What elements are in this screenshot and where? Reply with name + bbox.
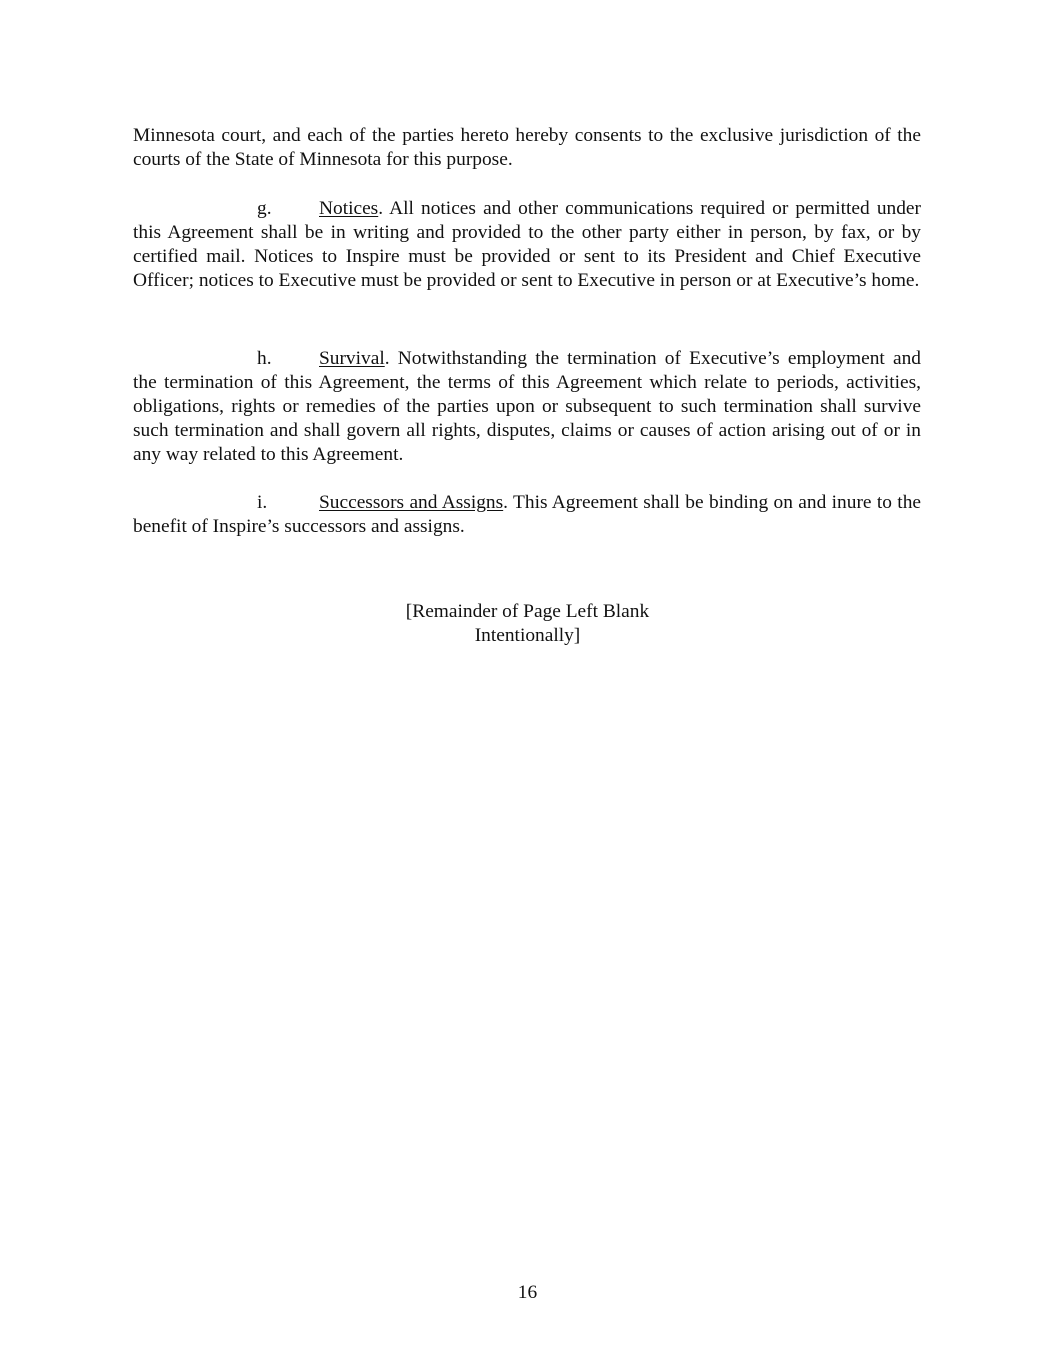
section-number: i.: [257, 492, 268, 513]
remainder-note-line-2: Intentionally]: [474, 625, 581, 646]
section-body: . Notwithstanding the termination of Executive’s employment and the termination of this Agreement, the terms of this Agreement which relate to periods, activities, obligations, rights or remedies of the parties upon or subsequent to such termination shall survive such termination and shall govern all rights, disputes, claims or causes of action arising out of or in any way related to this Agreement.: [133, 348, 921, 465]
section-notices: [133, 197, 921, 293]
remainder-blank-note: [0, 600, 1055, 648]
continuation-text: Minnesota court, and each of the parties hereto hereby consents to the exclusive jurisdiction of the courts of the State of Minnesota for this purpose.: [133, 125, 921, 170]
section-title: Successors and Assigns: [319, 492, 504, 513]
section-survival: [133, 347, 921, 467]
page-number: 16: [517, 1282, 538, 1303]
section-title: Survival: [319, 348, 385, 369]
section-number: h.: [257, 348, 272, 369]
section-successors-and-assigns: [133, 491, 921, 539]
section-body: . All notices and other communications required or permitted under this Agreement shall be in writing and provided to the other party either in person, by fax, or by certified mail. Notices to Inspire must be provided or sent to its President and Chief Executive Officer; notices to Executive must be provided or sent to Executive in person or at Executive’s home.: [133, 198, 921, 291]
section-title: Notices: [319, 198, 379, 219]
continuation-paragraph: [133, 124, 921, 172]
remainder-note-line-1: [Remainder of Page Left Blank: [405, 601, 650, 622]
section-number: g.: [257, 198, 272, 219]
section-body: . This Agreement shall be binding on and inure to the benefit of Inspire’s successors and assigns.: [133, 492, 921, 537]
